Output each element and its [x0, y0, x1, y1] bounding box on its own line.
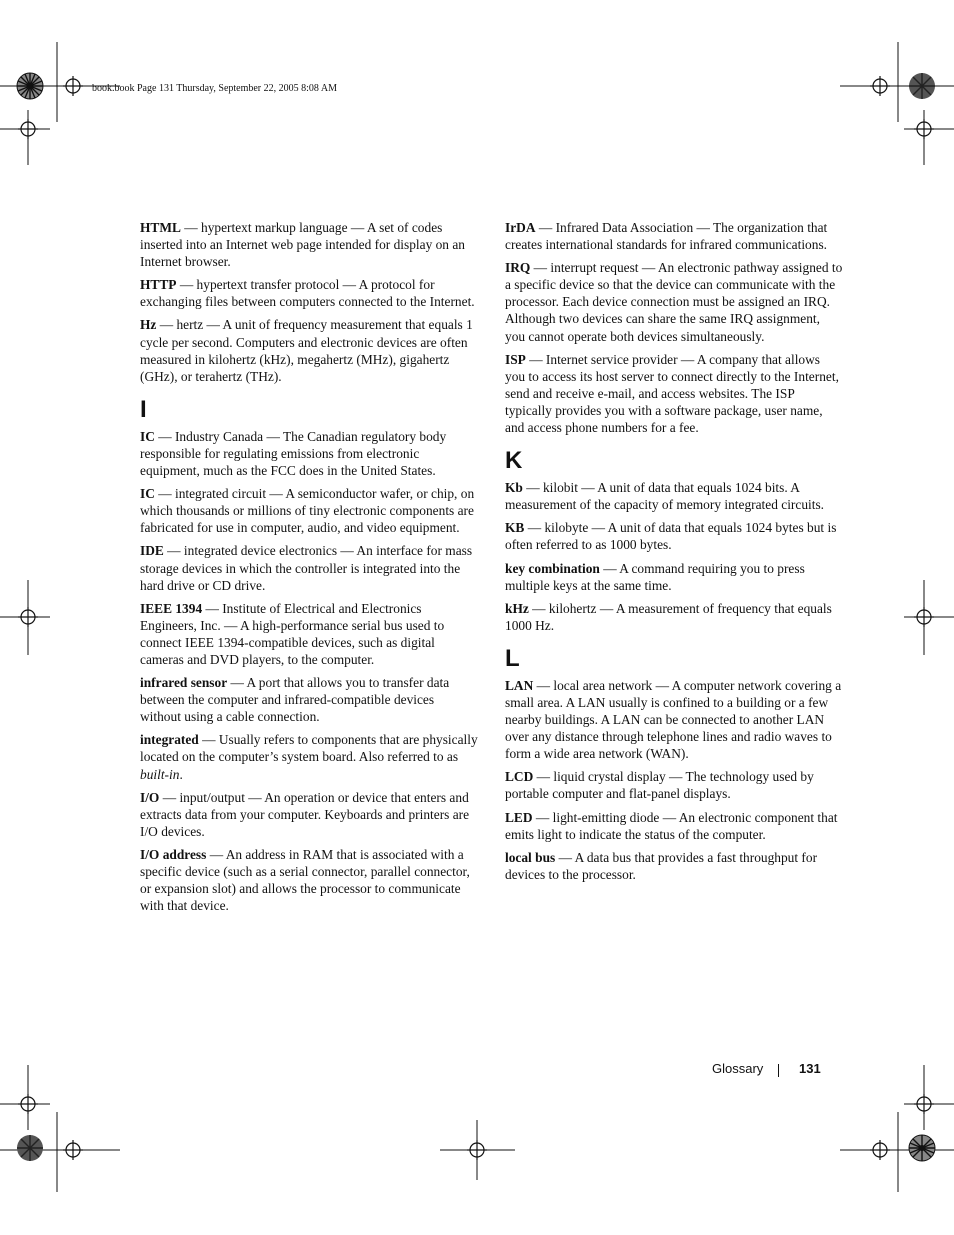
glossary-entry [140, 600, 478, 668]
glossary-entry [505, 259, 843, 344]
glossary-definition-end: . [179, 766, 183, 782]
glossary-definition: — Usually refers to components that are physically located on the computer’s system board. Also referred to as [140, 732, 478, 765]
glossary-term: IEEE 1394 [140, 600, 203, 616]
registration-target [18, 119, 38, 139]
glossary-definition: — Institute of Electrical and Electronics Engineers, Inc. — A high-performance serial bus used to connect IEEE 1394-compatible devices, such as digital cameras and DVD players, to the computer. [140, 600, 445, 667]
glossary-entry [140, 789, 478, 840]
glossary-term: key combination [505, 560, 600, 576]
glossary-term: infrared sensor [140, 675, 228, 691]
section-letter-heading: K [505, 447, 523, 475]
glossary-term: HTML [140, 220, 181, 235]
glossary-term: HTTP [140, 277, 177, 293]
footer-divider [778, 1064, 779, 1077]
glossary-definition: — Industry Canada — The Canadian regulatory body responsible for regulating emissions from electronic equipment, much as the FCC does in the United States. [140, 428, 447, 479]
glossary-definition: — input/output — An operation or device that enters and extracts data from your computer. Keyboards and printers are I/O devices. [140, 789, 470, 839]
glossary-definition: — A port that allows you to transfer data between the computer and infrared-compatible devices without using a cable connection. [140, 675, 450, 725]
glossary-term: Hz [140, 317, 157, 333]
page-number: 131 [799, 1061, 821, 1076]
glossary-definition: — hertz — A unit of frequency measurement that equals 1 cycle per second. Computers and electronic devices are often measured in kilohertz (kHz), megahertz (MHz), gigahertz (GHz), or terahertz (THz). [140, 317, 473, 384]
glossary-column-left [140, 219, 478, 920]
glossary-entry [505, 809, 843, 843]
glossary-entry [140, 219, 478, 270]
glossary-definition: — integrated circuit — A semiconductor wafer, or chip, on which thousands or millions of tiny electronic components are fabricated for use in computer, audio, and video equipment. [140, 486, 475, 536]
glossary-definition: — Infrared Data Association — The organization that creates international standards for infrared communications. [505, 220, 828, 253]
footer-section-title: Glossary [712, 1061, 764, 1076]
star-target [909, 73, 935, 99]
registration-target [467, 1140, 487, 1160]
glossary-term: kHz [505, 600, 529, 616]
section-letter-heading: I [140, 395, 147, 423]
glossary-entry [140, 731, 478, 782]
glossary-term: local bus [505, 849, 556, 865]
glossary-definition: — liquid crystal display — The technology used by portable computer and flat-panel displays. [505, 769, 814, 802]
glossary-term: ISP [505, 351, 526, 367]
glossary-column-right [505, 219, 843, 889]
glossary-entry [505, 677, 843, 762]
glossary-definition: — integrated device electronics — An interface for mass storage devices in which the controller is integrated into the hard drive or CD drive. [140, 543, 473, 593]
glossary-term: Kb [505, 480, 523, 496]
registration-target [63, 76, 83, 96]
glossary-definition: — light-emitting diode — An electronic component that emits light to indicate the status of the computer. [505, 809, 838, 842]
glossary-entry [140, 485, 478, 536]
glossary-term: IDE [140, 543, 164, 559]
glossary-definition: — A command requiring you to press multiple keys at the same time. [505, 560, 805, 593]
glossary-entry [140, 316, 478, 384]
registration-target [914, 1094, 934, 1114]
glossary-entry [505, 479, 843, 513]
glossary-definition: — An address in RAM that is associated with a specific device (such as a serial connector, parallel connector, or expansion slot) and allows the processor to communicate with that device. [140, 846, 470, 914]
glossary-entry [140, 846, 478, 914]
glossary-entry [505, 351, 843, 436]
glossary-entry [505, 600, 843, 634]
glossary-term: I/O [140, 789, 160, 805]
glossary-term: IrDA [505, 220, 536, 235]
glossary-emphasis: built-in [140, 766, 180, 782]
glossary-entry [140, 428, 478, 479]
glossary-entry [140, 542, 478, 593]
glossary-entry [505, 560, 843, 594]
glossary-entry [140, 674, 478, 725]
glossary-term: IC [140, 428, 155, 444]
glossary-definition: — kilobyte — A unit of data that equals 1024 bytes but is often referred to as 1000 bytes. [505, 520, 837, 553]
registration-target [870, 76, 890, 96]
registration-target [914, 607, 934, 627]
glossary-term: LAN [505, 677, 534, 693]
glossary-term: IC [140, 486, 155, 502]
glossary-term: I/O address [140, 846, 207, 862]
registration-target [63, 1140, 83, 1160]
glossary-term: integrated [140, 732, 199, 748]
glossary-entry [140, 276, 478, 310]
registration-target [870, 1140, 890, 1160]
glossary-definition: — kilobit — A unit of data that equals 1024 bits. A measurement of the capacity of memory integrated circuits. [505, 480, 825, 513]
registration-target [18, 607, 38, 627]
registration-target [18, 1094, 38, 1114]
glossary-definition: — interrupt request — An electronic pathway assigned to a specific device so that the device can communicate with the processor. Each device connection must be assigned an IRQ. Although two devices can share the same IRQ assignment, you cannot operate both devices simultaneously. [505, 260, 843, 344]
section-letter-heading: L [505, 644, 520, 672]
glossary-term: KB [505, 520, 525, 536]
star-target [17, 73, 43, 99]
glossary-definition: — hypertext transfer protocol — A protocol for exchanging files between computers connected to the Internet. [140, 277, 475, 310]
star-target [17, 1135, 43, 1161]
glossary-entry [505, 768, 843, 802]
print-slug: book.book Page 131 Thursday, September 22, 2005 8:08 AM [92, 83, 337, 94]
glossary-definition: — hypertext markup language — A set of codes inserted into an Internet web page intended for display on an Internet browser. [140, 220, 465, 270]
glossary-definition: — kilohertz — A measurement of frequency that equals 1000 Hz. [505, 600, 832, 633]
registration-target [914, 119, 934, 139]
glossary-entry [505, 519, 843, 553]
glossary-term: LCD [505, 769, 534, 785]
glossary-entry [505, 219, 843, 253]
glossary-term: IRQ [505, 260, 531, 276]
glossary-definition: — A data bus that provides a fast throughput for devices to the processor. [505, 849, 818, 882]
glossary-entry [505, 849, 843, 883]
glossary-term: LED [505, 809, 533, 825]
star-target [909, 1135, 935, 1161]
glossary-definition: — local area network — A computer network covering a small area. A LAN usually is confined to a building or a few nearby buildings. A LAN can be connected to another LAN over any distance through telephone lines and radio waves to form a wide area network (WAN). [505, 677, 842, 762]
glossary-definition: — Internet service provider — A company that allows you to access its host server to connect directly to the Internet, send and receive e-mail, and access websites. The ISP typically provides you with a software package, user name, and access phone numbers for a fee. [505, 351, 839, 436]
